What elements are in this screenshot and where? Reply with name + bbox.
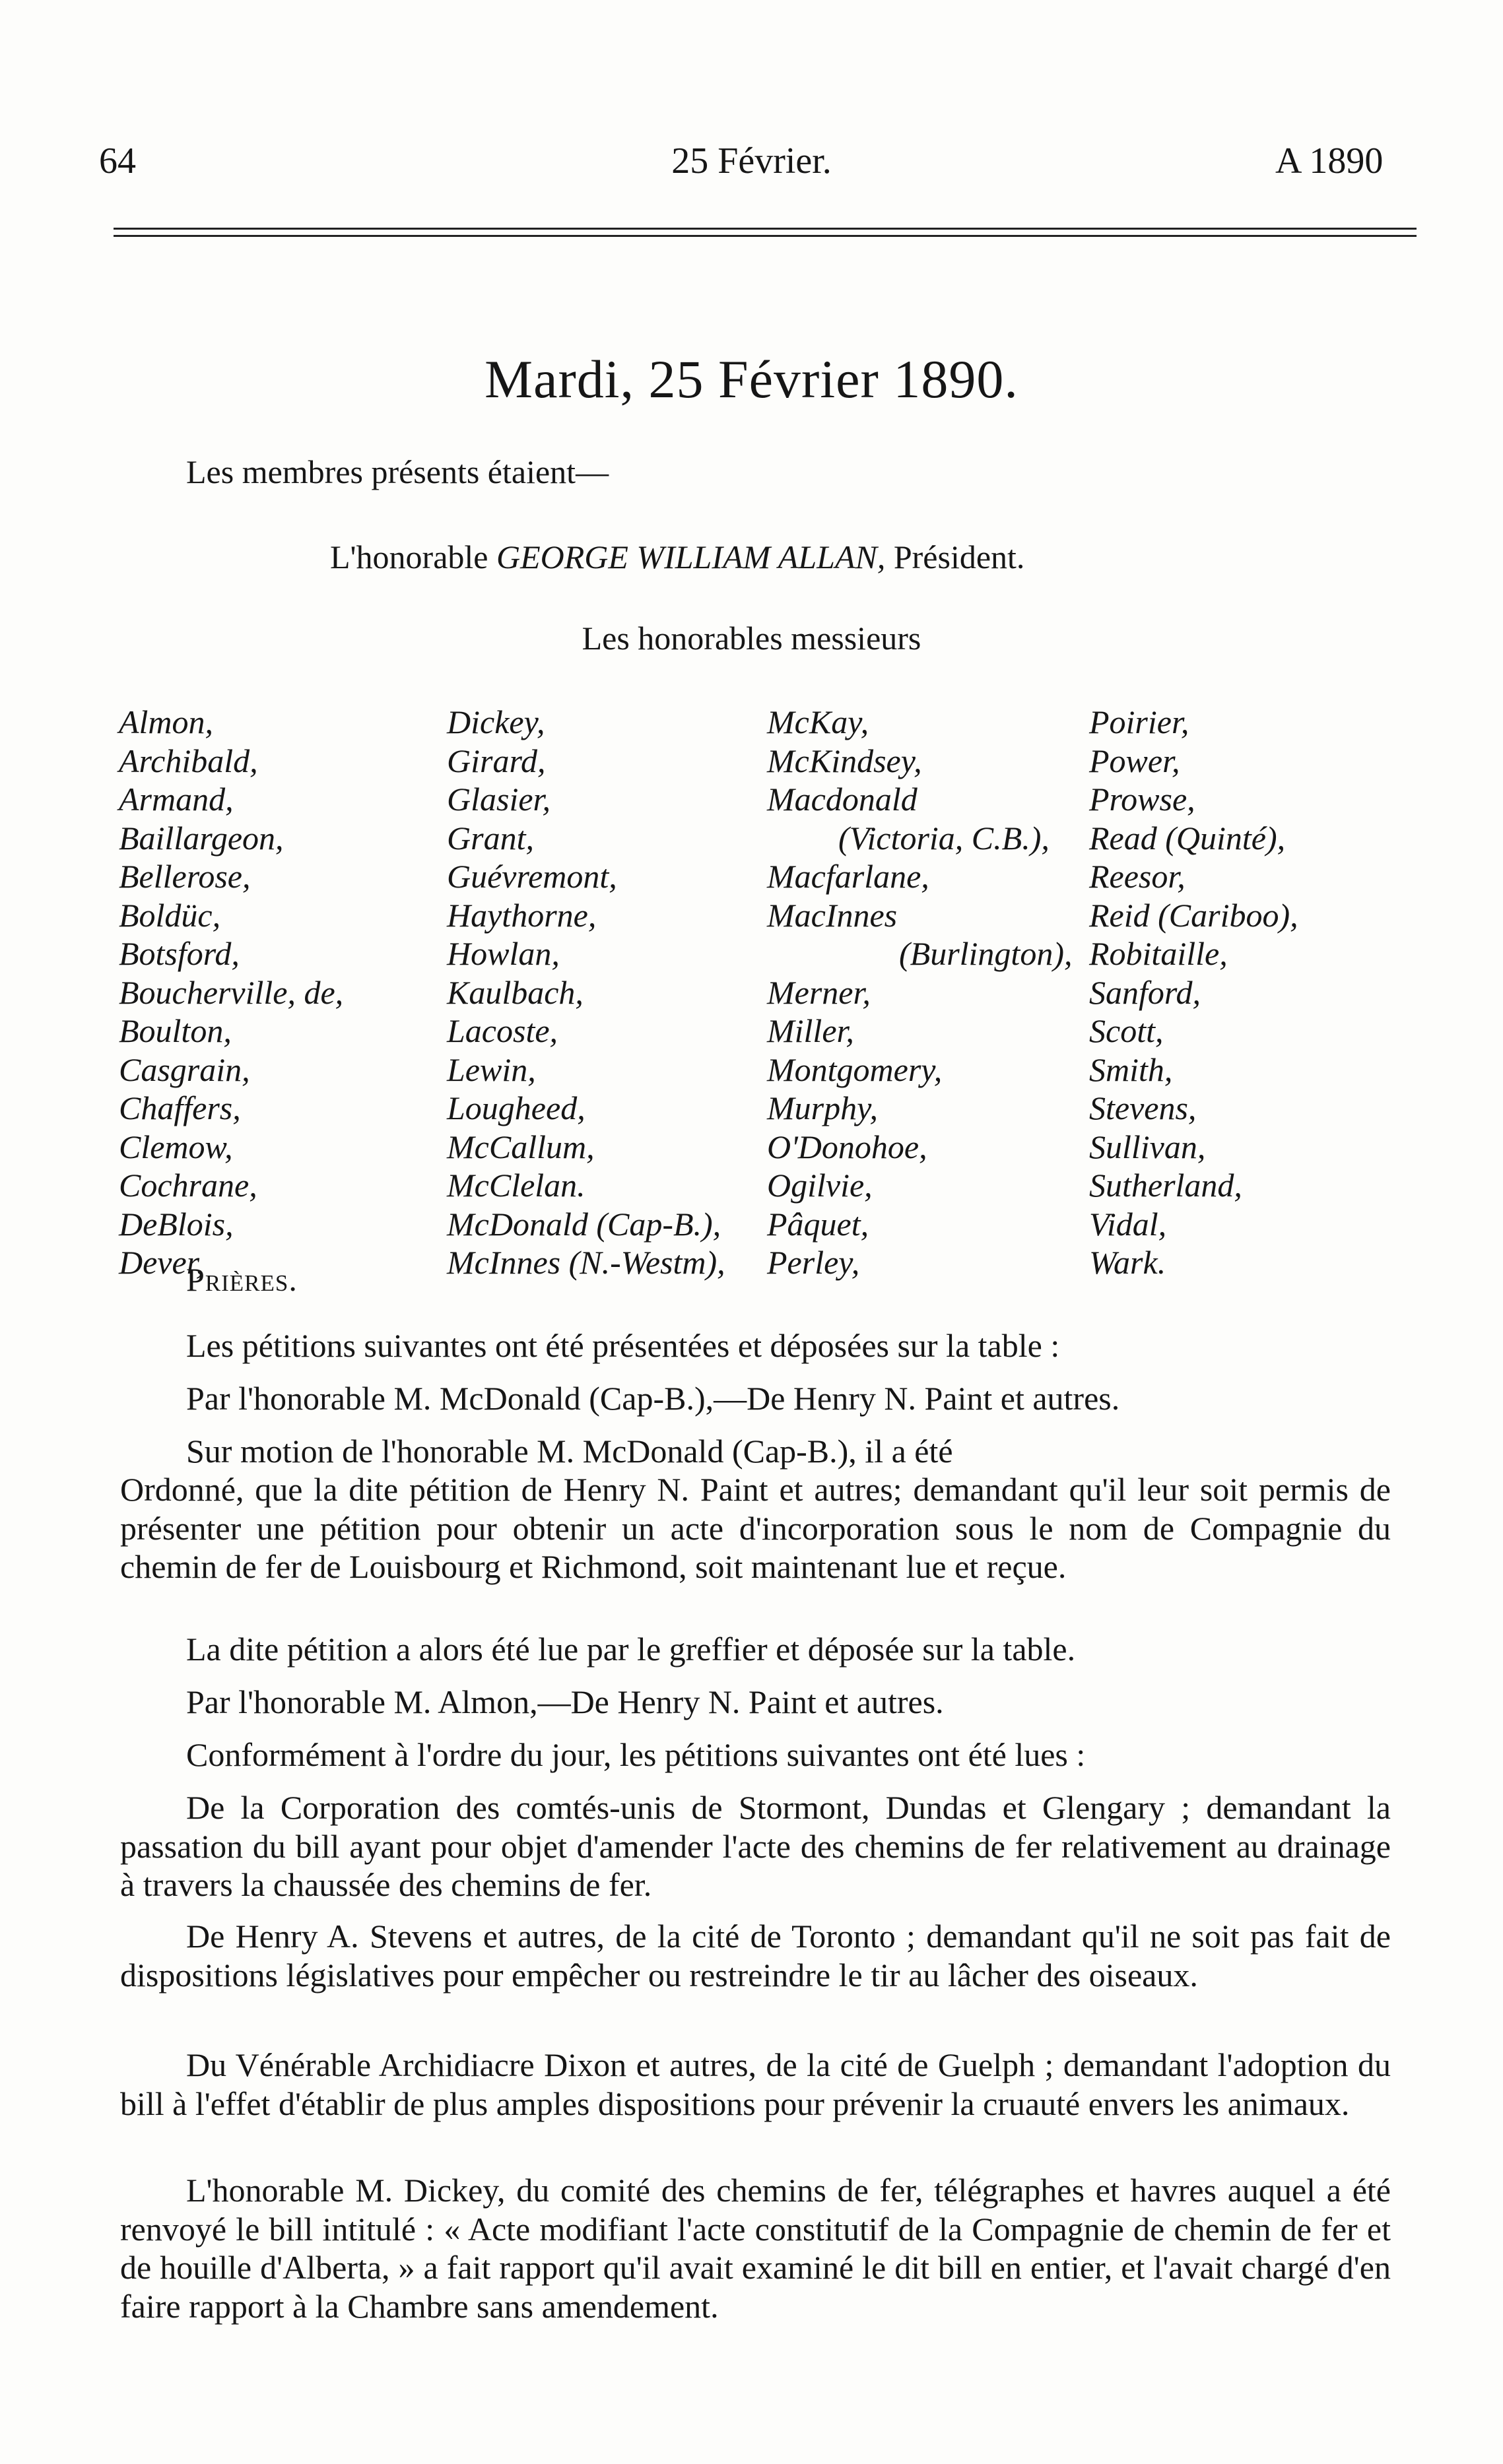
members-column-1 xyxy=(119,703,343,1282)
member-name: Clemow, xyxy=(119,1128,233,1165)
header-rule-top xyxy=(114,228,1417,230)
member-name: Smith, xyxy=(1089,1051,1173,1088)
member-name: Pâquet, xyxy=(767,1205,869,1243)
member-name: Power, xyxy=(1089,742,1180,779)
member-name: Archibald, xyxy=(119,742,258,779)
member-name: Read (Quinté), xyxy=(1089,819,1286,857)
member-name: Reesor, xyxy=(1089,858,1186,895)
paragraph-almon-petition: Par l'honorable M. Almon,—De Henry N. Paint et autres. xyxy=(186,1683,944,1720)
member-name: Poirier, xyxy=(1089,703,1189,740)
member-name: Sanford, xyxy=(1089,973,1201,1011)
member-name: Sutherland, xyxy=(1089,1167,1242,1204)
page-number: 64 xyxy=(99,141,136,181)
paragraph-dickey-report: L'honorable M. Dickey, du comité des chemins de fer, télégraphes et havres auquel a été renvoyé le bill intitulé : « Acte modifiant l'acte constitutif de la Compagnie de chemin de fer et de houille d'Alberta, » a fait rapport qu'il avait examiné le dit bill en entier, et l'avait chargé d'en faire rapport à la Chambre sans amendement. xyxy=(120,2172,1391,2325)
member-name: Lougheed, xyxy=(447,1089,585,1126)
president-name: GEORGE WILLIAM ALLAN, xyxy=(496,538,886,575)
prayers-heading: Prières. xyxy=(186,1261,298,1298)
member-name: Stevens, xyxy=(1089,1089,1197,1126)
member-name: Perley, xyxy=(767,1244,860,1281)
members-column-3 xyxy=(767,703,1072,1282)
member-name: McInnes (N.-Westm), xyxy=(447,1244,725,1281)
members-heading: Les honorables messieurs xyxy=(582,620,921,657)
members-column-4 xyxy=(1089,703,1298,1282)
member-name: Scott, xyxy=(1089,1012,1164,1049)
members-column-2 xyxy=(447,703,725,1282)
member-name: McCallum, xyxy=(447,1128,595,1165)
member-name: Glasier, xyxy=(447,781,551,818)
member-name: Boucherville, de, xyxy=(119,973,344,1011)
member-name: Lewin, xyxy=(447,1051,536,1088)
president-line xyxy=(330,538,1024,576)
member-name: Cochrane, xyxy=(119,1167,257,1204)
member-name: Sullivan, xyxy=(1089,1128,1206,1165)
header-rule-bottom xyxy=(114,235,1417,237)
member-name: Montgomery, xyxy=(767,1051,943,1088)
member-name: Chaffers, xyxy=(119,1089,241,1126)
member-name: Macfarlane, xyxy=(767,858,929,895)
paragraph-dixon-petition: Du Vénérable Archidiacre Dixon et autres, de la cité de Guelph ; demandant l'adoption du bill à l'effet d'établir de plus amples dispositions pour prévenir la cruauté envers les animaux. xyxy=(120,2046,1391,2122)
header-year: A 1890 xyxy=(1275,141,1384,181)
president-suffix: Président. xyxy=(893,538,1025,575)
member-name: Vidal, xyxy=(1089,1205,1167,1243)
paragraph-stormont-petition: De la Corporation des comtés-unis de Stormont, Dundas et Glengary ; demandant la passation du bill ayant pour objet d'amender l'acte des chemins de fer relativement au drainage à travers la chaussée des chemins de fer. xyxy=(120,1789,1391,1903)
member-name: Prowse, xyxy=(1089,781,1195,818)
member-name: Casgrain, xyxy=(119,1051,250,1088)
paragraph-motion: Sur motion de l'honorable M. McDonald (Cap-B.), il a été xyxy=(186,1433,953,1470)
member-name: Kaulbach, xyxy=(447,973,584,1011)
paragraph-petition-read: La dite pétition a alors été lue par le greffier et déposée sur la table. xyxy=(186,1631,1076,1668)
member-name: Haythorne, xyxy=(447,896,597,934)
member-name: Dickey, xyxy=(447,703,545,740)
paragraph-order-of-day: Conformément à l'ordre du jour, les pétitions suivantes ont été lues : xyxy=(186,1736,1086,1773)
member-name: Almon, xyxy=(119,703,214,740)
member-name: McKay, xyxy=(767,703,869,740)
paragraph-ordonne: Ordonné, que la dite pétition de Henry N. Paint et autres; demandant qu'il leur soit permis de présenter une pétition pour obtenir un acte d'incorporation sous le nom de Compagnie du chemin de fer de Louisbourg et Richmond, soit maintenant lue et reçue. xyxy=(120,1471,1391,1585)
member-name: O'Donohoe, xyxy=(767,1128,927,1165)
president-prefix: L'honorable xyxy=(330,538,488,575)
paragraph-petitions-presented: Les pétitions suivantes ont été présentées et déposées sur la table : xyxy=(186,1327,1060,1364)
paragraph-stevens-petition: De Henry A. Stevens et autres, de la cité de Toronto ; demandant qu'il ne soit pas fait de dispositions législatives pour empêcher ou restreindre le tir au lâcher des oiseaux. xyxy=(120,1918,1391,1994)
member-name: Guévremont, xyxy=(447,858,617,895)
member-name: Wark. xyxy=(1089,1244,1166,1281)
member-name: Girard, xyxy=(447,742,546,779)
member-name: (Victoria, C.B.), xyxy=(838,819,1050,857)
member-name: Reid (Cariboo), xyxy=(1089,896,1298,934)
member-name: Robitaille, xyxy=(1089,935,1228,972)
member-name: Howlan, xyxy=(447,935,560,972)
page-title: Mardi, 25 Février 1890. xyxy=(484,349,1019,409)
paragraph-mcdonald-petition: Par l'honorable M. McDonald (Cap-B.),—De Henry N. Paint et autres. xyxy=(186,1380,1120,1417)
member-name: Macdonald xyxy=(767,781,918,818)
attendance-intro: Les membres présents étaient— xyxy=(186,453,609,490)
member-name: Lacoste, xyxy=(447,1012,558,1049)
member-name: (Burlington), xyxy=(899,935,1073,972)
member-name: Ogilvie, xyxy=(767,1167,873,1204)
member-name: DeBlois, xyxy=(119,1205,234,1243)
member-name: McClelan. xyxy=(447,1167,585,1204)
member-name: Botsford, xyxy=(119,935,240,972)
member-name: Grant, xyxy=(447,819,534,857)
member-name: Boldüc, xyxy=(119,896,221,934)
member-name: Boulton, xyxy=(119,1012,232,1049)
member-name: Armand, xyxy=(119,781,234,818)
member-name: Bellerose, xyxy=(119,858,251,895)
member-name: MacInnes xyxy=(767,896,898,934)
member-name: Merner, xyxy=(767,973,871,1011)
member-name: Miller, xyxy=(767,1012,854,1049)
member-name: McKindsey, xyxy=(767,742,922,779)
member-name: McDonald (Cap-B.), xyxy=(447,1205,721,1243)
member-name: Dever, xyxy=(119,1244,205,1281)
member-name: Murphy, xyxy=(767,1089,879,1126)
member-name: Baillargeon, xyxy=(119,819,284,857)
header-date: 25 Février. xyxy=(671,141,832,181)
